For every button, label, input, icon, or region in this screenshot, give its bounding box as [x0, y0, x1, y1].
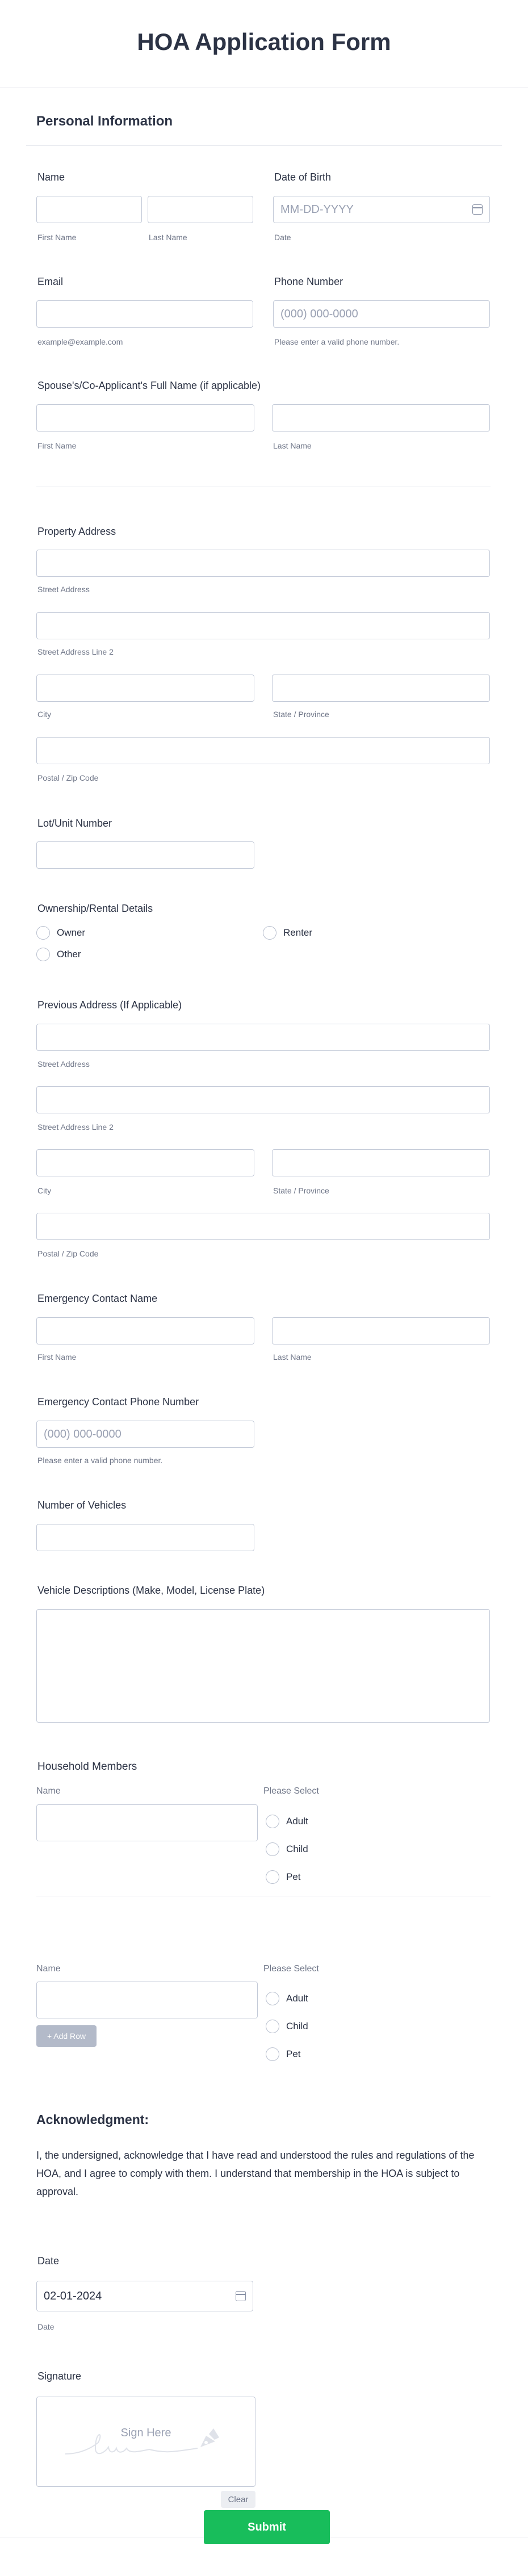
vehicles-input[interactable] — [36, 1524, 254, 1551]
ownership-option-other[interactable] — [36, 948, 81, 961]
name-label: Name — [37, 171, 65, 183]
dob-sublabel: Date — [274, 233, 291, 242]
previous-street-input[interactable] — [36, 1024, 490, 1051]
property-street-input[interactable] — [36, 550, 490, 577]
emergency-phone-placeholder: (000) 000-0000 — [44, 1427, 121, 1440]
previous-city-input[interactable] — [36, 1149, 254, 1176]
previous-street2-sublabel: Street Address Line 2 — [37, 1122, 114, 1132]
add-row-button[interactable]: + Add Row — [36, 2025, 97, 2047]
last-name-input[interactable] — [148, 196, 253, 223]
property-zip-input[interactable] — [36, 737, 490, 764]
phone-sublabel: Please enter a valid phone number. — [274, 337, 400, 346]
previous-street2-input[interactable] — [36, 1086, 490, 1113]
acknowledgment-text: I, the undersigned, acknowledge that I have read and understood the rules and regulations of the HOA, and I agree to comply with them. I understand that membership in the HOA is subject to approval. — [36, 2150, 475, 2197]
option-label: Pet — [286, 1871, 301, 1882]
spouse-label: Spouse's/Co-Applicant's Full Name (if applicable) — [37, 380, 261, 391]
ownership-option-owner[interactable] — [36, 926, 85, 940]
household-option-adult[interactable] — [266, 1992, 308, 2005]
property-city-sublabel: City — [37, 710, 52, 719]
email-sublabel: example@example.com — [37, 337, 123, 346]
option-label: Pet — [286, 2049, 301, 2059]
radio-icon[interactable] — [36, 948, 50, 961]
household-name-input[interactable] — [36, 1982, 258, 2018]
radio-icon[interactable] — [263, 926, 276, 940]
property-city-input[interactable] — [36, 675, 254, 702]
last-name-sublabel: Last Name — [149, 233, 187, 242]
property-zip-sublabel: Postal / Zip Code — [37, 773, 99, 782]
previous-street-sublabel: Street Address — [37, 1059, 90, 1069]
sign-here-placeholder: Sign Here — [120, 2427, 171, 2439]
lot-input[interactable] — [36, 841, 254, 869]
vehicles-label: Number of Vehicles — [37, 1499, 127, 1511]
property-street-sublabel: Street Address — [37, 585, 90, 594]
section-heading-personal: Personal Information — [36, 114, 173, 129]
radio-icon[interactable] — [36, 926, 50, 940]
radio-icon[interactable] — [266, 1992, 279, 2005]
household-option-adult[interactable] — [266, 1815, 308, 1828]
dob-label: Date of Birth — [274, 171, 332, 183]
option-label: Child — [286, 2021, 308, 2032]
first-name-input[interactable] — [36, 196, 142, 223]
first-name-sublabel: First Name — [37, 233, 77, 242]
email-input[interactable] — [36, 300, 253, 328]
radio-icon[interactable] — [266, 1815, 279, 1828]
previous-address-label: Previous Address (If Applicable) — [37, 999, 182, 1011]
household-select-header: Please Select — [263, 1964, 319, 1974]
signature-label: Signature — [37, 2370, 82, 2382]
option-label: Owner — [57, 927, 86, 938]
radio-icon[interactable] — [266, 2047, 279, 2061]
option-label: Adult — [286, 1816, 308, 1827]
emergency-last-input[interactable] — [272, 1317, 490, 1344]
spouse-last-sublabel: Last Name — [273, 441, 312, 450]
spouse-first-input[interactable] — [36, 404, 254, 432]
household-option-pet[interactable] — [266, 2047, 301, 2061]
date-value: 02-01-2024 — [44, 2289, 102, 2302]
calendar-icon[interactable] — [236, 2291, 246, 2301]
date-input[interactable] — [36, 2281, 253, 2311]
phone-placeholder: (000) 000-0000 — [280, 307, 358, 320]
emergency-name-label: Emergency Contact Name — [37, 1293, 158, 1304]
household-name-header: Name — [36, 1964, 61, 1974]
signature-pad[interactable] — [36, 2397, 255, 2487]
phone-label: Phone Number — [274, 276, 343, 287]
household-label: Household Members — [37, 1761, 137, 1773]
lot-label: Lot/Unit Number — [37, 818, 112, 829]
emergency-phone-sublabel: Please enter a valid phone number. — [37, 1456, 163, 1465]
radio-icon[interactable] — [266, 1842, 279, 1856]
household-option-child[interactable] — [266, 2020, 308, 2033]
option-label: Other — [57, 949, 81, 960]
option-label: Renter — [283, 927, 313, 938]
calendar-icon[interactable] — [472, 204, 483, 215]
previous-state-sublabel: State / Province — [273, 1186, 329, 1195]
emergency-first-input[interactable] — [36, 1317, 254, 1344]
phone-input[interactable] — [273, 300, 490, 328]
email-label: Email — [37, 276, 64, 287]
ownership-option-renter[interactable] — [263, 926, 312, 940]
emergency-phone-label: Emergency Contact Phone Number — [37, 1396, 199, 1408]
spouse-last-input[interactable] — [272, 404, 490, 432]
radio-icon[interactable] — [266, 1870, 279, 1884]
date-sublabel: Date — [37, 2322, 55, 2331]
previous-zip-input[interactable] — [36, 1213, 490, 1240]
dob-placeholder: MM-DD-YYYY — [280, 203, 354, 216]
property-state-sublabel: State / Province — [273, 710, 329, 719]
option-label: Adult — [286, 1993, 308, 2004]
emergency-first-sublabel: First Name — [37, 1352, 77, 1362]
spouse-first-sublabel: First Name — [37, 441, 77, 450]
household-option-child[interactable] — [266, 1842, 308, 1856]
emergency-last-sublabel: Last Name — [273, 1352, 312, 1362]
property-address-label: Property Address — [37, 526, 116, 537]
form-title: HOA Application Form — [137, 28, 391, 55]
ownership-label: Ownership/Rental Details — [37, 903, 153, 914]
date-label: Date — [37, 2255, 60, 2267]
vehicle-descriptions-textarea[interactable] — [36, 1609, 490, 1723]
household-select-header: Please Select — [263, 1786, 319, 1796]
property-street2-input[interactable] — [36, 612, 490, 639]
household-name-header: Name — [36, 1786, 61, 1796]
property-state-input[interactable] — [272, 675, 490, 702]
section-divider — [26, 145, 502, 146]
property-street2-sublabel: Street Address Line 2 — [37, 647, 114, 656]
acknowledgment-heading: Acknowledgment: — [36, 2112, 149, 2127]
option-label: Child — [286, 1844, 308, 1854]
radio-icon[interactable] — [266, 2020, 279, 2033]
previous-zip-sublabel: Postal / Zip Code — [37, 1249, 99, 1258]
household-name-input[interactable] — [36, 1804, 258, 1841]
dob-input[interactable] — [273, 196, 490, 223]
household-option-pet[interactable] — [266, 1870, 301, 1884]
emergency-phone-input[interactable] — [36, 1421, 254, 1448]
previous-city-sublabel: City — [37, 1186, 52, 1195]
clear-signature-button[interactable]: Clear — [221, 2491, 255, 2508]
submit-button[interactable]: Submit — [204, 2510, 330, 2544]
signature-scribble-icon — [64, 2426, 229, 2460]
vehicle-descriptions-label: Vehicle Descriptions (Make, Model, License Plate) — [37, 1585, 265, 1596]
previous-state-input[interactable] — [272, 1149, 490, 1176]
